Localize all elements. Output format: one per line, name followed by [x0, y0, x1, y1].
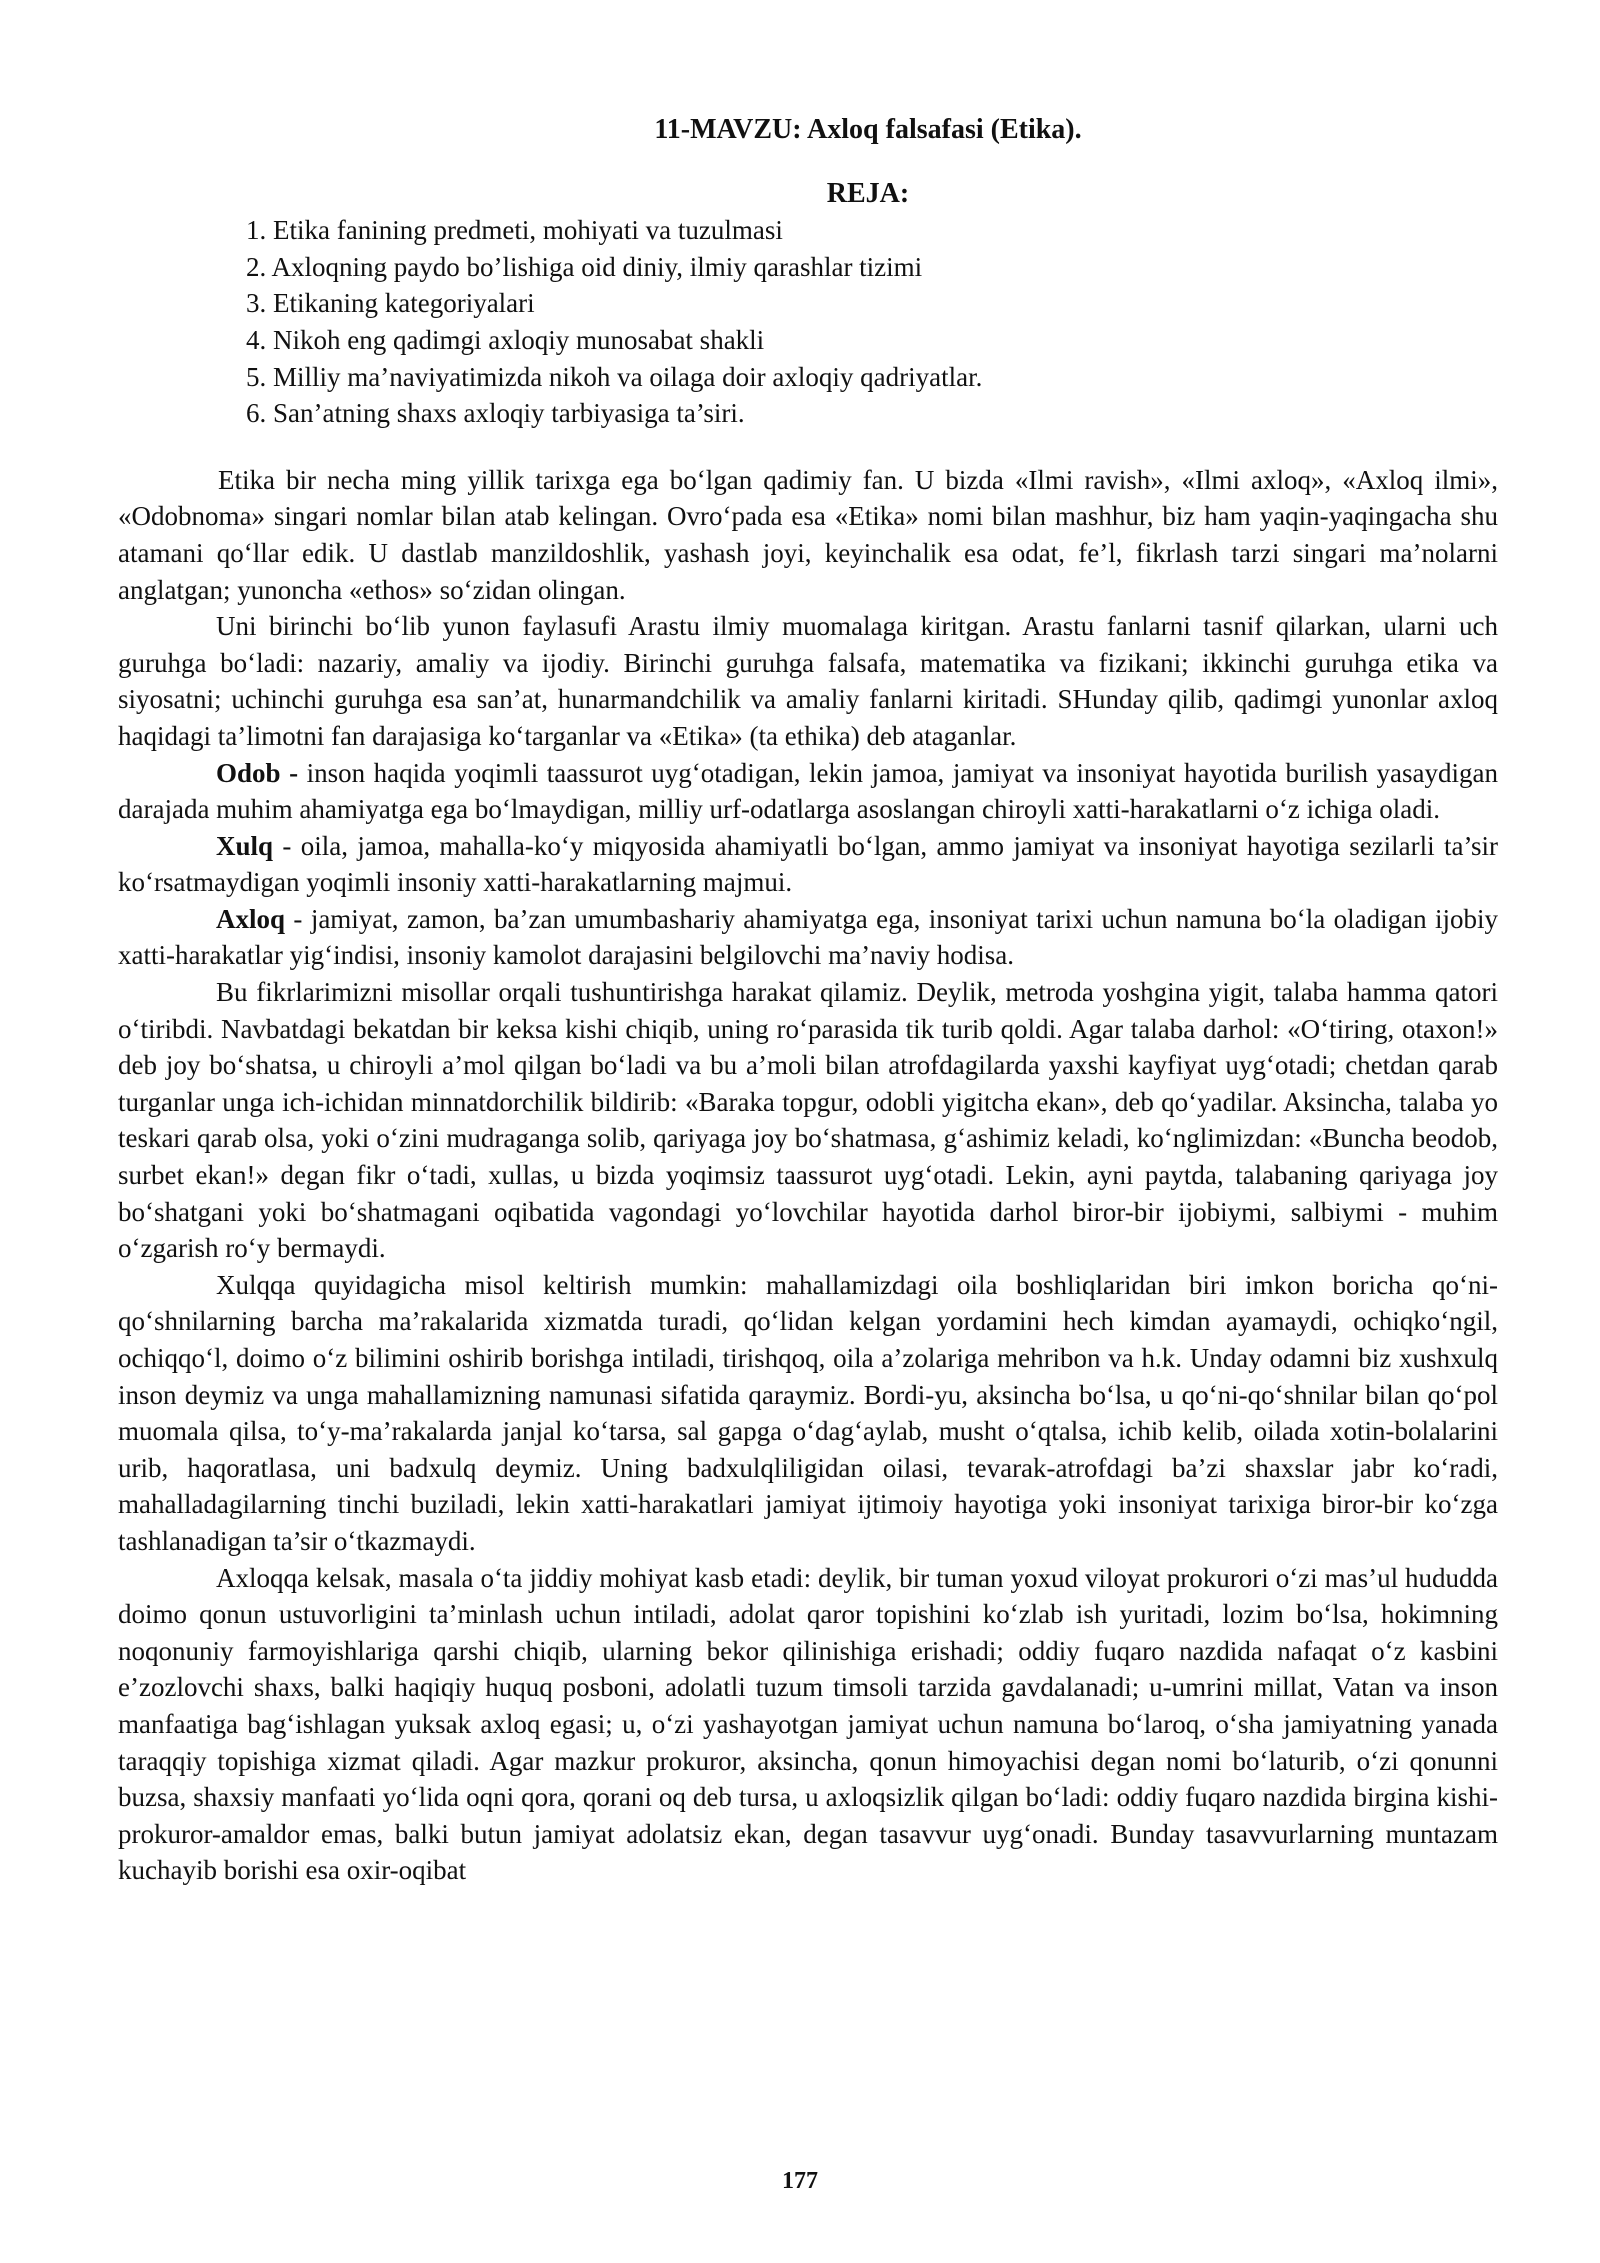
- paragraph-axloq-example: Axloqqa kelsak, masala o‘ta jiddiy mohiyat kasb etadi: deylik, bir tuman yoxud viloyat prokurori o‘zi mas’ul hududda doimo qonun ustuvorligini ta’minlash uchun intiladi, adolat qaror topishini ko‘zlab ish yuritadi, lozim bo‘lsa, hokimning noqonuniy farmoyishlariga qarshi chiqib, ularning bekor qilinishiga erishadi; oddiy fuqaro nazdida nafaqat o‘z kasbini e’zozlovchi shaxs, balki haqiqiy huquq posboni, adolatli tuzum timsoli tarzida gavdalanadi; u-umrini millat, Vatan va inson manfaatiga bag‘ishlagan yuksak axloq egasi; u, o‘zi yashayotgan jamiyat uchun namuna bo‘laroq, o‘sha jamiyatning yanada taraqqiy topishiga xizmat qiladi. Agar mazkur prokuror, aksincha, qonun himoyachisi degan nomi bo‘laturib, o‘zi qonunni buzsa, shaxsiy manfaati yo‘lida oqni qora, qorani oq deb tursa, u axloqsizlik qilgan bo‘ladi: oddiy fuqaro nazdida birgina kishi-prokuror-amaldor emas, balki butun jamiyat adolatsiz ekan, degan tasavvur uyg‘onadi. Bunday tasavvurlarning muntazam kuchayib borishi esa oxir-oqibat: [118, 1562, 1498, 1886]
- plan-item: 4. Nikoh eng qadimgi axloqiy munosabat shakli: [246, 324, 765, 355]
- plan-item: 3. Etikaning kategoriyalari: [246, 288, 535, 319]
- plan-item: 6. San’atning shaxs axloqiy tarbiyasiga ta’siri.: [246, 398, 745, 429]
- term-axloq: Axloq: [216, 903, 286, 934]
- plan-item: 1. Etika fanining predmeti, mohiyati va tuzulmasi: [246, 215, 783, 246]
- plan-heading: REJA:: [826, 177, 910, 209]
- page-number: 177: [782, 2168, 818, 2194]
- plan-list: [118, 212, 1498, 432]
- paragraph-axloq: [118, 901, 1498, 974]
- paragraph-xulq-example: Xulqqa quyidagicha misol keltirish mumkin: mahallamizdagi oila boshliqlaridan biri imkon boricha qo‘ni-qo‘shnilarning barcha ma’rakalarida xizmatda turadi, qo‘lidan kelgan yordamini hech kimdan ayamaydi, ochiqko‘ngil, ochiqqo‘l, doimo o‘z bilimini oshirib borishga intiladi, tirishqoq, oila a’zolariga mehribon va h.k. Unday odamni biz xushxulq inson deymiz va unga mahallamizning namunasi sifatida qaraymiz. Bordi-yu, aksincha bo‘lsa, u qo‘ni-qo‘shnilar bilan qo‘pol muomala qilsa, to‘y-ma’rakalarda janjal ko‘tarsa, sal gapga o‘dag‘aylab, musht o‘qtalsa, ichib kelib, oilada xotin-bolalarini urib, haqoratlasa, uni badxulq deymiz. Uning badxulqliligidan oilasi, tevarak-atrofdagi ba’zi shaxslar jabr ko‘radi, mahalladagilarning tinchi buziladi, lekin xatti-harakatlari jamiyat ijtimoiy hayotiga yoki insoniyat tarixiga biror-bir ko‘zga tashlanadigan ta’sir o‘tkazmaydi.: [118, 1269, 1498, 1556]
- page-title: 11-MAVZU: Axloq falsafasi (Etika).: [654, 114, 1082, 145]
- definition-odob: inson haqida yoqimli taassurot uyg‘otadigan, lekin jamoa, jamiyat va insoniyat hayotida burilish yasaydigan darajada muhim ahamiyatga ega bo‘lmaydigan, milliy urf-odatlarga asoslangan chiroyli xatti-harakatlarni o‘z ichiga oladi.: [118, 757, 1498, 825]
- term-odob: Odob -: [216, 757, 299, 788]
- plan-item: 2. Axloqning paydo bo’lishiga oid diniy, ilmiy qarashlar tizimi: [246, 251, 923, 282]
- paragraph-xulq: [118, 828, 1498, 901]
- paragraph-metro-example: Bu fikrlarimizni misollar orqali tushuntirishga harakat qilamiz. Deylik, metroda yoshgina yigit, talaba hamma qatori o‘tiribdi. Navbatdagi bekatdan bir keksa kishi chiqib, uning ro‘parasida tik turib qoldi. Agar talaba darhol: «O‘tiring, otaxon!» deb joy bo‘shatsa, u chiroyli a’mol qilgan bo‘ladi va bu a’moli bilan atrofdagilarda yaxshi kayfiyat uyg‘otadi; chetdan qarab turganlar unga ich-ichidan minnatdorchilik bildirib: «Baraka topgur, odobli yigitcha ekan», deb qo‘yadilar. Aksincha, talaba yo teskari qarab olsa, yoki o‘zini mudraganga solib, qariyaga joy bo‘shatmasa, g‘ashimiz keladi, ko‘nglimizdan: «Buncha beodob, surbet ekan!» degan fikr o‘tadi, xullas, u bizda yoqimsiz taassurot uyg‘otadi. Lekin, ayni paytda, talabaning qariyaga joy bo‘shatgani yoki bo‘shatmagani oqibatida vagondagi yo‘lovchilar hayotida darhol biror-bir ijobiymi, salbiymi - muhim o‘zgarish ro‘y bermaydi.: [118, 977, 1498, 1264]
- document-page: [118, 112, 1498, 1889]
- plan-item: 5. Milliy ma’naviyatimizda nikoh va oilaga doir axloqiy qadriyatlar.: [246, 361, 983, 392]
- term-xulq: Xulq: [216, 830, 274, 861]
- paragraph-arastu: Uni birinchi bo‘lib yunon faylasufi Arastu ilmiy muomalaga kiritgan. Arastu fanlarni tasnif qilarkan, ularni uch guruhga bo‘ladi: nazariy, amaliy va ijodiy. Birinchi guruhga falsafa, matematika va fizikani; ikkinchi guruhga etika va siyosatni; uchinchi guruhga esa san’at, hunarmandchilik va amaliy fanlarni kiritadi. SHunday qilib, qadimgi yunonlar axloq haqidagi ta’limotni fan darajasiga ko‘targanlar va «Etika» (ta ethika) deb ataganlar.: [118, 611, 1498, 751]
- paragraph-odob: [118, 755, 1498, 828]
- definition-axloq: - jamiyat, zamon, ba’zan umumbashariy ahamiyatga ega, insoniyat tarixi uchun namuna bo‘la oladigan ijobiy xatti-harakatlar yig‘indisi, insoniy kamolot darajasini belgilovchi ma’naviy hodisa.: [118, 903, 1498, 971]
- paragraph-intro: Etika bir necha ming yillik tarixga ega bo‘lgan qadimiy fan. U bizda «Ilmi ravish», «Ilmi axloq», «Axloq ilmi», «Odobnoma» singari nomlar bilan atab kelingan. Ovro‘pada esa «Etika» nomi bilan mashhur, biz ham yaqin-yaqingacha shu atamani qo‘llar edik. U dastlab manzildoshlik, yashash joyi, keyinchalik esa odat, fe’l, fikrlash tarzi singari ma’nolarni anglatgan; yunoncha «ethos» so‘zidan olingan.: [118, 464, 1498, 605]
- definition-xulq: - oila, jamoa, mahalla-ko‘y miqyosida ahamiyatli bo‘lgan, ammo jamiyat va insoniyat hayotiga sezilarli ta’sir ko‘rsatmaydigan yoqimli insoniy xatti-harakatlarning majmui.: [118, 830, 1498, 898]
